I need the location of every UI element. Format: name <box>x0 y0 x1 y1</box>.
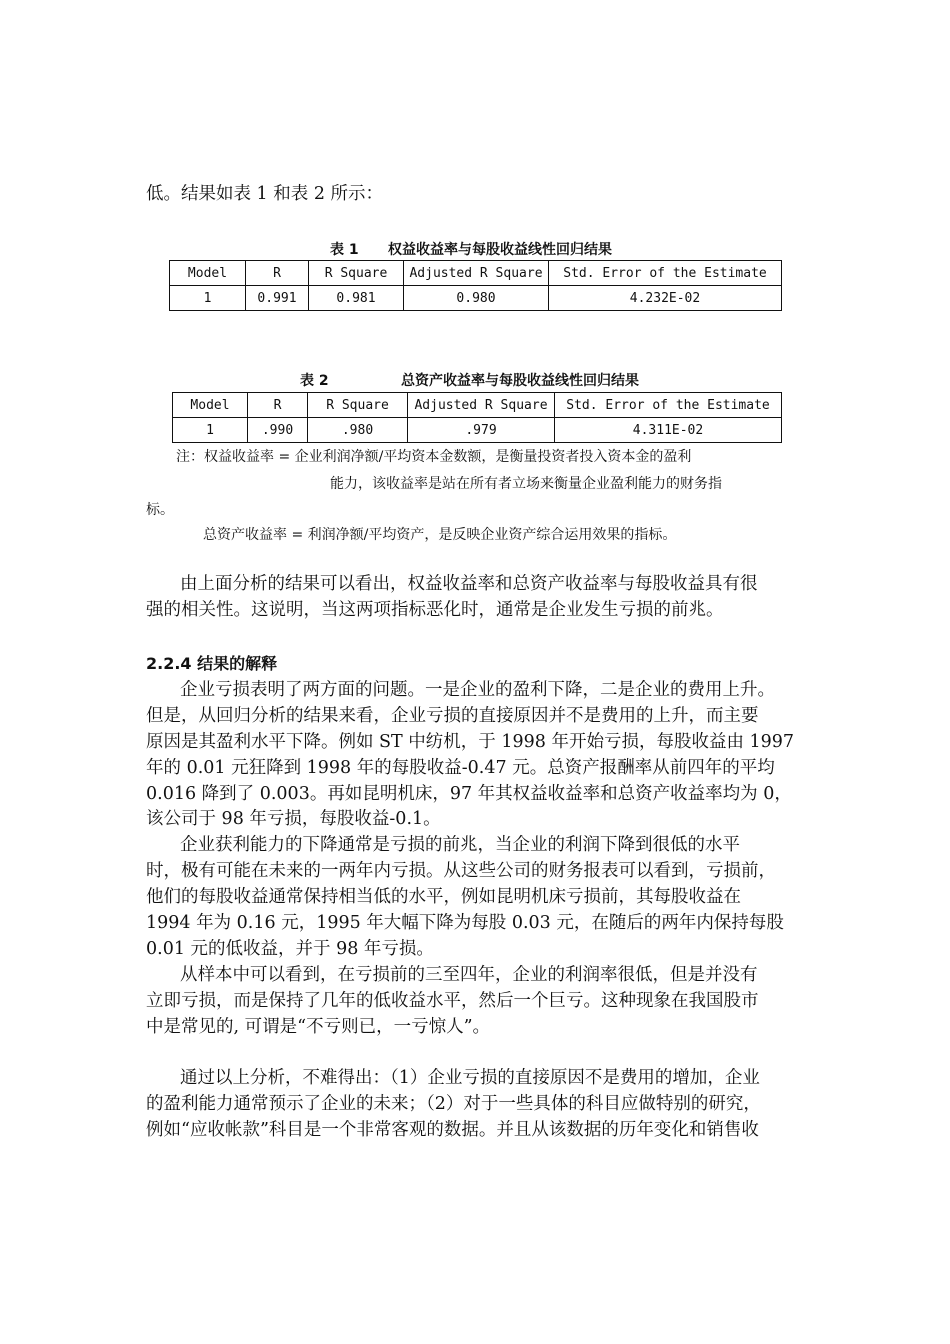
table-cell: 1 <box>173 418 248 443</box>
table-cell: 4.311E-02 <box>555 418 782 443</box>
paragraph-line: 的盈利能力通常预示了企业的未来；（2）对于一些具体的科目应做特别的研究， <box>146 1094 761 1114</box>
table2 <box>172 392 782 443</box>
paragraph-line: 通过以上分析，不难得出：（1）企业亏损的直接原因不是费用的增加，企业 <box>180 1068 760 1088</box>
paragraph-line: 从样本中可以看到，在亏损前的三至四年，企业的利润率很低，但是并没有 <box>180 965 758 985</box>
table-header-cell: R <box>246 261 309 286</box>
table1 <box>169 260 782 311</box>
table-header-row <box>173 393 782 418</box>
intro-line: 低。结果如表 1 和表 2 所示： <box>146 184 384 204</box>
table-row <box>170 286 782 311</box>
paragraph-line: 企业获利能力的下降通常是亏损的前兆，当企业的利润下降到很低的水平 <box>180 835 740 855</box>
table-cell: .979 <box>408 418 555 443</box>
paragraph-line: 原因是其盈利水平下降。例如 ST 中纺机，于 1998 年开始亏损，每股收益由 1997 <box>146 732 795 752</box>
paragraph-line: 时，极有可能在未来的一两年内亏损。从这些公司的财务报表可以看到，亏损前， <box>146 861 776 881</box>
note-line: 注：权益收益率 = 企业利润净额/平均资本金数额，是衡量投资者投入资本金的盈利 <box>176 449 692 465</box>
table-row <box>173 418 782 443</box>
table-cell: 0.981 <box>309 286 404 311</box>
paragraph-line: 但是，从回归分析的结果来看，企业亏损的直接原因并不是费用的上升，而主要 <box>146 706 759 726</box>
note-line: 标。 <box>146 502 174 518</box>
table-cell: 4.232E-02 <box>549 286 782 311</box>
paragraph-line: 中是常见的, 可谓是“不亏则已，一亏惊人”。 <box>146 1017 491 1037</box>
table2-caption-title: 总资产收益率与每股收益线性回归结果 <box>401 373 639 389</box>
table-cell: 0.991 <box>246 286 309 311</box>
paragraph-line: 0.01 元的低收益，并于 98 年亏损。 <box>146 939 434 959</box>
table-header-cell: Adjusted R Square <box>404 261 549 286</box>
note-line: 能力，该收益率是站在所有者立场来衡量企业盈利能力的财务指 <box>330 476 722 492</box>
table-header-cell: Model <box>170 261 246 286</box>
paragraph-line: 该公司于 98 年亏损，每股收益-0.1。 <box>146 809 441 829</box>
table-header-cell: Model <box>173 393 248 418</box>
table-header-cell: Adjusted R Square <box>408 393 555 418</box>
table-header-cell: R Square <box>309 261 404 286</box>
summary-line: 强的相关性。这说明，当这两项指标恶化时，通常是企业发生亏损的前兆。 <box>146 600 724 620</box>
table-cell: 1 <box>170 286 246 311</box>
summary-line: 由上面分析的结果可以看出，权益收益率和总资产收益率与每股收益具有很 <box>180 574 758 594</box>
table-header-cell: R <box>248 393 308 418</box>
table1-caption-number: 表 1 <box>330 242 359 258</box>
table-header-cell: R Square <box>308 393 408 418</box>
section-heading: 2.2.4 结果的解释 <box>146 654 278 673</box>
paragraph-line: 立即亏损，而是保持了几年的低收益水平，然后一个巨亏。这种现象在我国股市 <box>146 991 759 1011</box>
table-header-row <box>170 261 782 286</box>
table-header-cell: Std. Error of the Estimate <box>549 261 782 286</box>
table-cell: 0.980 <box>404 286 549 311</box>
paragraph-line: 1994 年为 0.16 元，1995 年大幅下降为每股 0.03 元，在随后的两年内保持每股 <box>146 913 784 933</box>
paragraph-line: 他们的每股收益通常保持相当低的水平，例如昆明机床亏损前，其每股收益在 <box>146 887 741 907</box>
table1-caption-title: 权益收益率与每股收益线性回归结果 <box>388 242 612 258</box>
table2-caption-number: 表 2 <box>300 373 329 389</box>
table-cell: .980 <box>308 418 408 443</box>
table-cell: .990 <box>248 418 308 443</box>
paragraph-line: 年的 0.01 元狂降到 1998 年的每股收益-0.47 元。总资产报酬率从前四年的平均 <box>146 758 775 778</box>
paragraph-line: 企业亏损表明了两方面的问题。一是企业的盈利下降，二是企业的费用上升。 <box>180 680 775 700</box>
table-header-cell: Std. Error of the Estimate <box>555 393 782 418</box>
note-line: 总资产收益率 = 利润净额/平均资产，是反映企业资产综合运用效果的指标。 <box>203 527 677 543</box>
paragraph-line: 0.016 降到了 0.003。再如昆明机床，97 年其权益收益率和总资产收益率均为 0， <box>146 784 792 804</box>
paragraph-line: 例如“应收帐款”科目是一个非常客观的数据。并且从该数据的历年变化和销售收 <box>146 1120 759 1140</box>
